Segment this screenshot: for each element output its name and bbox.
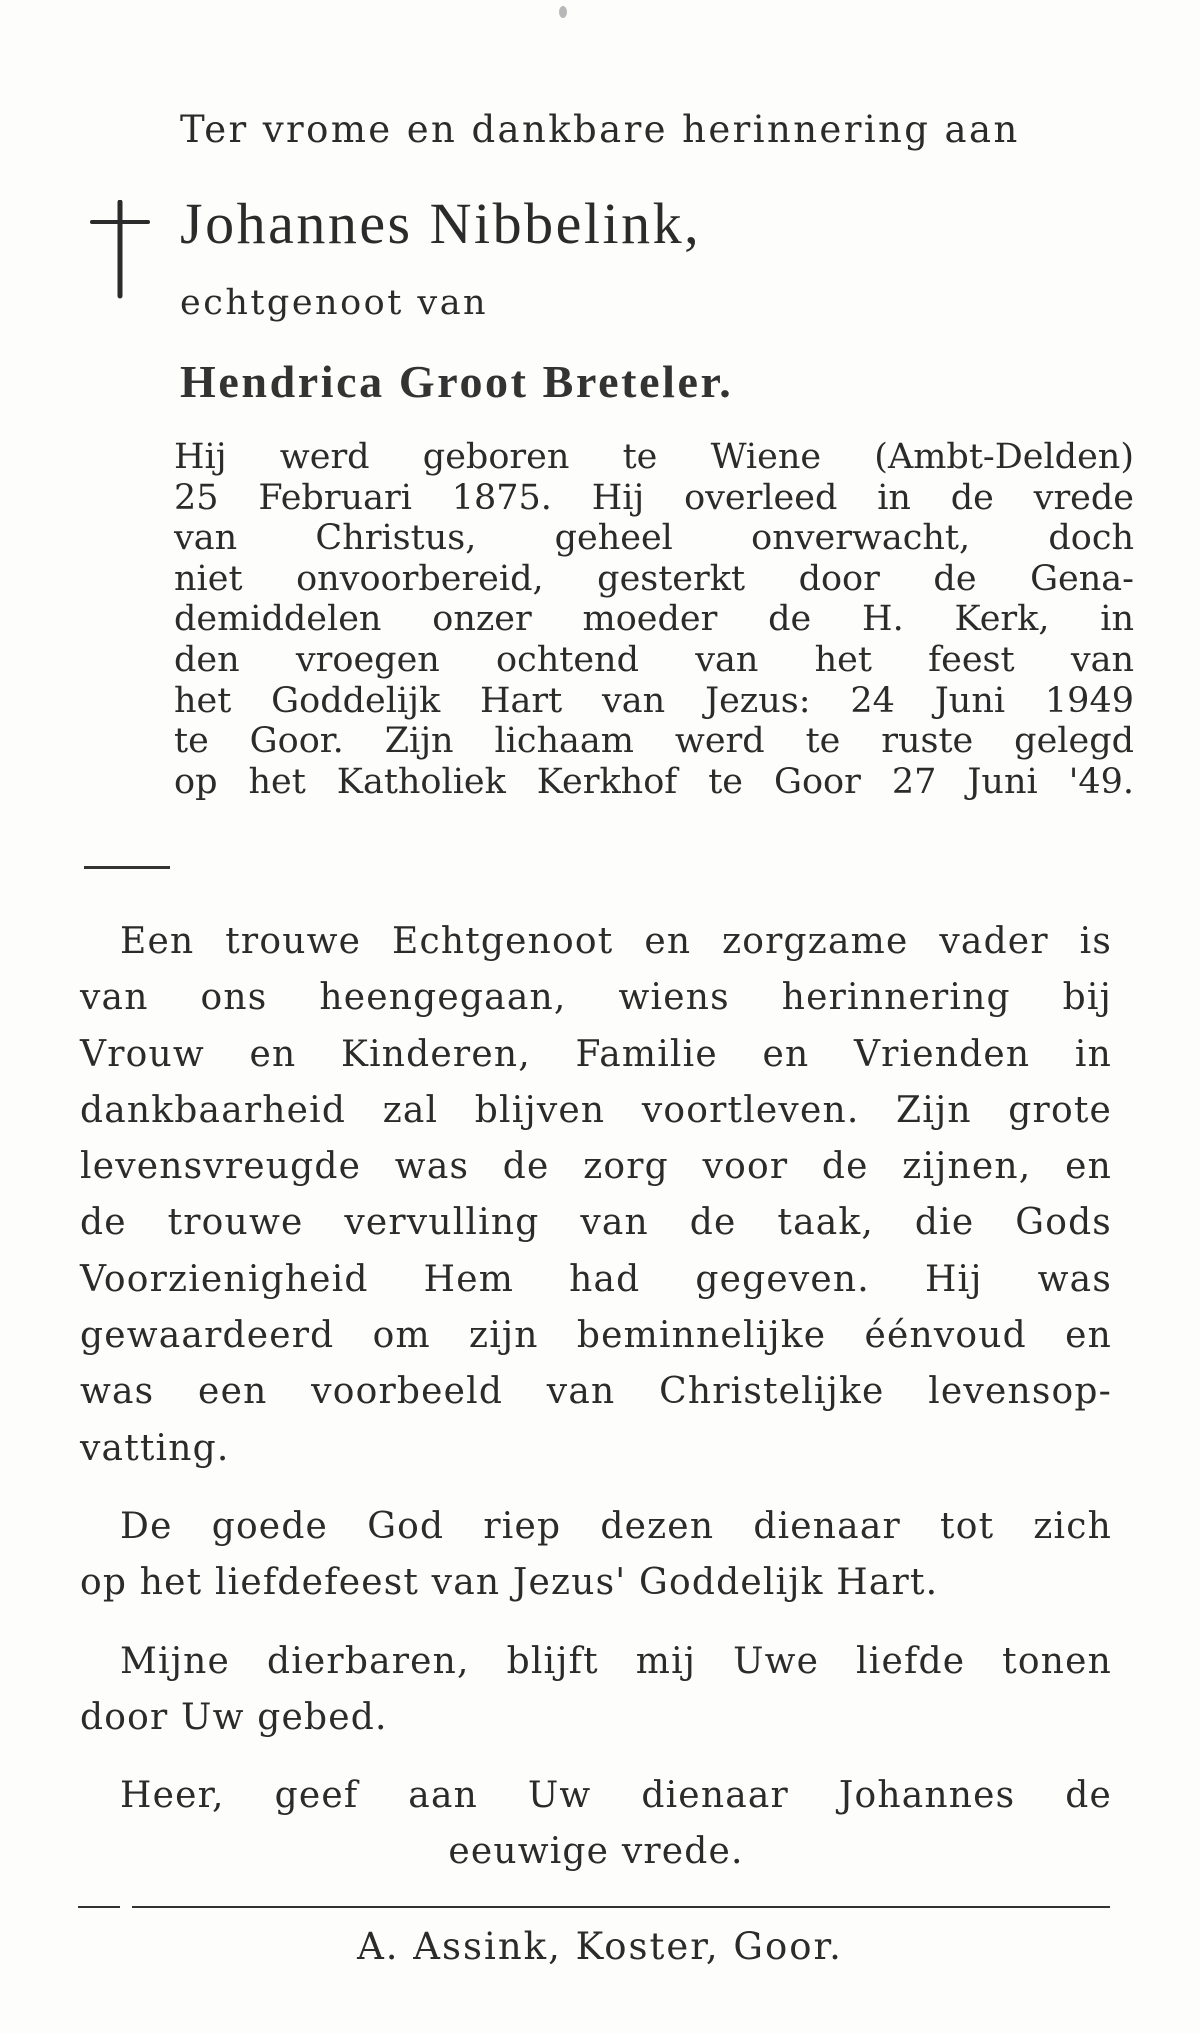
paragraph-gap (80, 1477, 1112, 1499)
biography (174, 437, 1134, 802)
biography-line: demiddelen onzer moeder de H. Kerk, in (174, 599, 1134, 640)
biography-line: het Goddelijk Hart van Jezus: 24 Juni 1949 (174, 680, 1134, 721)
tribute-line: was een voorbeeld van Christelijke levensop- (80, 1371, 1112, 1413)
biography-line: Hij werd geboren te Wiene (Ambt-Delden) (174, 437, 1134, 477)
paragraph-gap (80, 1746, 1112, 1768)
tribute-text (80, 914, 1112, 1881)
tribute-line: gewaardeerd om zijn beminnelijke éénvoud en (80, 1315, 1112, 1357)
request-line: door Uw gebed. (80, 1696, 388, 1738)
biography-line: van Christus, geheel onverwacht, doch (174, 518, 1134, 559)
biography-line: op het Katholiek Kerkhof te Goor 27 Juni '49. (174, 761, 1134, 802)
printer-credit: A. Assink, Koster, Goor. (357, 1925, 843, 1968)
invocation-line: Heer, geef aan Uw dienaar Johannes de (120, 1775, 1112, 1817)
ink-smudge (559, 6, 567, 18)
section-divider (84, 866, 170, 869)
tribute-line: Voorzienigheid Hem had gegeven. Hij was (80, 1258, 1112, 1300)
deceased-name: Johannes Nibbelink, (180, 191, 702, 256)
paragraph-gap (80, 1612, 1112, 1634)
tribute-line: vatting. (80, 1427, 230, 1469)
cross-icon (88, 200, 152, 300)
biography-line: 25 Februari 1875. Hij overleed in de vrede (174, 477, 1134, 518)
biography-line: den vroegen ochtend van het feest van (174, 639, 1134, 680)
closing-prayer-line: op het liefdefeest van Jezus' Goddelijk Hart. (80, 1562, 939, 1604)
intro-line: Ter vrome en dankbare herinnering aan (180, 108, 1020, 151)
footer-rule-long (132, 1906, 1110, 1908)
biography-line: niet onvoorbereid, gesterkt door de Gena- (174, 558, 1134, 599)
footer-rule-short (78, 1906, 120, 1908)
invocation-line: eeuwige vrede. (448, 1831, 744, 1873)
tribute-line: de trouwe vervulling van de taak, die Gods (80, 1202, 1112, 1244)
tribute-line: Een trouwe Echtgenoot en zorgzame vader is (120, 921, 1112, 962)
tribute-line: Vrouw en Kinderen, Familie en Vrienden in (80, 1033, 1112, 1075)
biography-line: te Goor. Zijn lichaam werd te ruste gelegd (174, 721, 1134, 762)
closing-prayer-line: De goede God riep dezen dienaar tot zich (120, 1505, 1112, 1547)
tribute-line: van ons heengegaan, wiens herinnering bij (80, 977, 1112, 1019)
spouse-label: echtgenoot van (180, 283, 489, 323)
request-line: Mijne dierbaren, blijft mij Uwe liefde tonen (120, 1640, 1112, 1682)
spouse-name: Hendrica Groot Breteler. (180, 356, 734, 407)
tribute-line: dankbaarheid zal blijven voortleven. Zijn grote (80, 1089, 1112, 1131)
tribute-line: levensvreugde was de zorg voor de zijnen, en (80, 1146, 1112, 1188)
